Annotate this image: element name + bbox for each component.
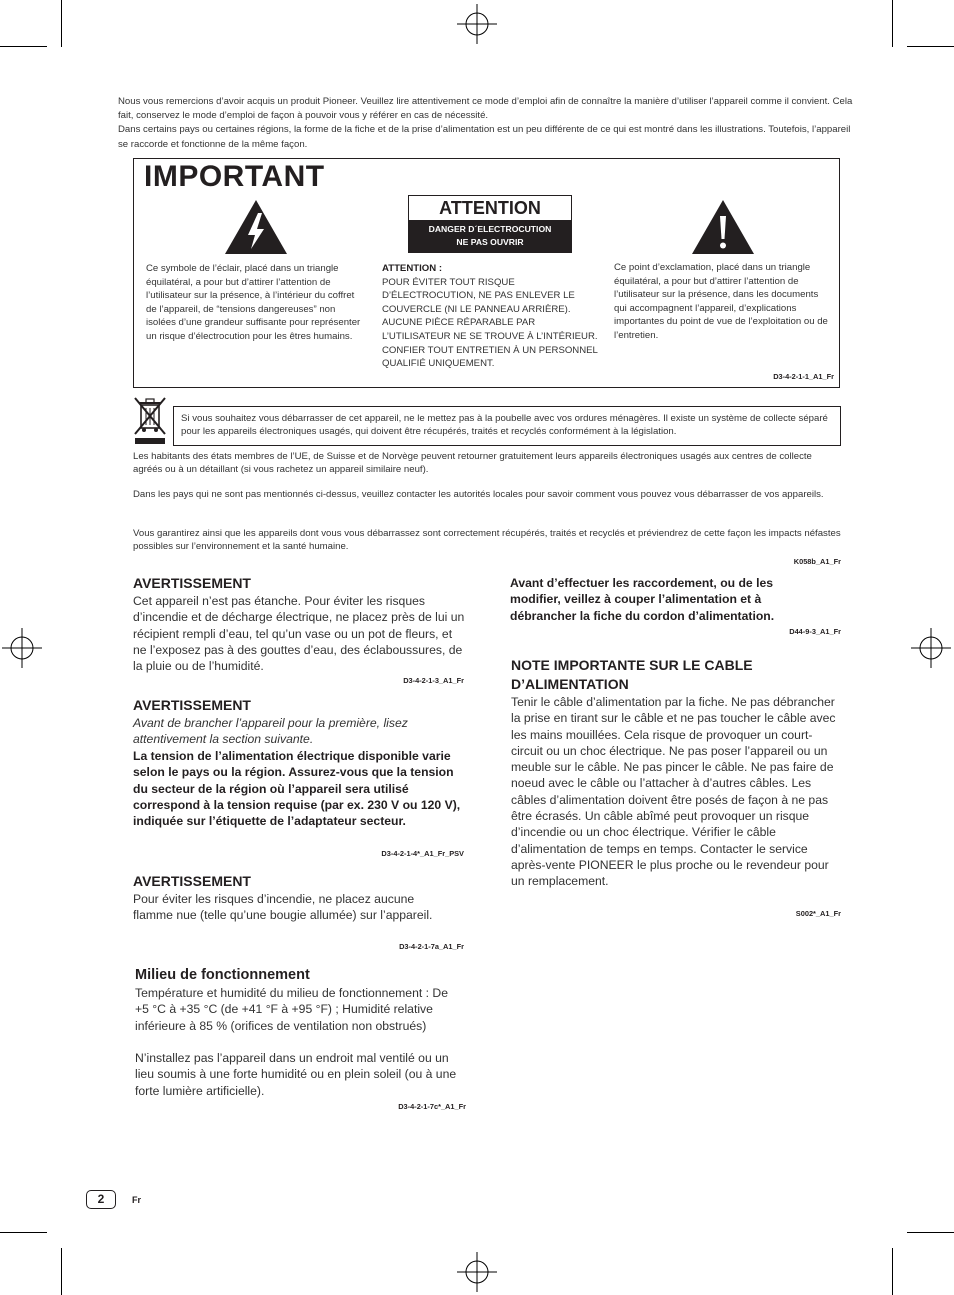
lightning-triangle-icon [224, 199, 288, 255]
reference-code: D3-4-2-1-1_A1_Fr [773, 372, 834, 381]
reference-code: D3-4-2-1-3_A1_Fr [403, 676, 464, 685]
power-cable-heading-line: D’ALIMENTATION [511, 676, 629, 692]
crossed-out-bin-icon [133, 396, 167, 446]
intro-text [118, 95, 854, 152]
weee-notice-box: Si vous souhaitez vous débarrasser de cet appareil, ne le mettez pas à la poubelle avec vos ordures ménagères. Il existe un système de collecte séparé pour les appareils électroniques usagés, qui doivent être récupérés, traités et recyclés conformément à la législation. [173, 406, 841, 446]
registration-mark-icon [457, 4, 497, 44]
warning-heading: AVERTISSEMENT [133, 575, 251, 591]
warning-heading: AVERTISSEMENT [133, 697, 251, 713]
power-cable-text: Tenir le câble d’alimentation par la fiche. Ne pas débrancher la prise en tirant sur le câble et ne pas toucher le câble avec les mains mouillées. Cela risque de provoquer un court-circuit ou un choc électrique. Ne pas poser l’appareil ou un meuble sur le câble. Ne pas pincer le câble. Ne pas faire de noeud avec le câble ou l’attacher à d’autres câbles. Les câbles d’alimentation doivent être posés de façon à ne pas être écrasés. Un câble abîmé peut provoquer un risque d’incendie ou un choc électrique. Vérifier le câble d’alimentation de temps en temps. Contacter le service après-vente PIONEER le plus proche ou le revendeur pour un remplacement. [511, 695, 836, 889]
crop-mark [892, 0, 893, 47]
reference-code: K058b_A1_Fr [793, 557, 841, 566]
registration-mark-icon [457, 1252, 497, 1292]
weee-paragraph: Vous garantirez ainsi que les appareils dont vous vous débarrassez sont correctement récupérés, traités et recyclés et préviendrez de cette façon les impacts néfastes possibles sur l’environnement et la santé humaine. [133, 528, 841, 552]
power-cable-heading [511, 656, 753, 694]
weee-paragraph: Dans les pays qui ne sont pas mentionnés ci-dessus, veuillez contacter les autorités locales pour savoir comment vous pouvez vous débarrasser de vos appareils. [133, 489, 824, 500]
environment-text: N’installez pas l’appareil dans un endroit mal ventilé ou un lieu soumis à une forte humidité ou en plein soleil (ou à une forte lumière artificielle). [135, 1051, 457, 1098]
attention-text: POUR ÉVITER TOUT RISQUE D’ÉLECTROCUTION, NE PAS ENLEVER LE COUVERCLE (NI LE PANNEAU ARRIÈRE). AUCUNE PIÈCE RÉPARABLE PAR L’UTILISATEUR NE SE TROUVE À L’INTÉRIEUR. CONFIER TOUT ENTRETIEN À UN PERSONNEL QUALIFIÉ UNIQUEMENT. [382, 276, 598, 370]
lightning-explanation: Ce symbole de l’éclair, placé dans un triangle équilatéral, a pour but d’attirer l’attention de l’utilisateur sur la présence, à l’intérieur du coffret de l’appareil, de “tensions dangereuses” non isolées d’une grandeur suffisante pour représenter un risque d’électrocution pour les êtres humains. [146, 263, 361, 342]
attention-line-2: NE PAS OUVRIR [456, 236, 524, 247]
important-title: IMPORTANT [144, 160, 325, 193]
reference-code: D3-4-2-1-7a_A1_Fr [399, 942, 464, 951]
reference-code: D3-4-2-1-4*_A1_Fr_PSV [381, 849, 464, 858]
page-number: 2 [86, 1190, 116, 1209]
registration-mark-icon [911, 628, 951, 668]
warning-text: Cet appareil n’est pas étanche. Pour éviter les risques d’incendie et de décharge électrique, ne placez près de lui un récipient rempli d’eau, tel qu’un vase ou un pot de fleurs, et ne l’exposez pas à des gouttes d’eau, des éclaboussures, de la pluie ou de l’humidité. [133, 594, 465, 674]
exclamation-explanation: Ce point d’exclamation, placé dans un triangle équilatéral, a pour but d’attirer l’attention de l’utilisateur sur la présence, dans les documents qui accompagnent l’appareil, d’explications importantes du point de vue de l’exploitation ou de l’entretien. [614, 262, 828, 341]
crop-mark [892, 1248, 893, 1295]
environment-text: Température et humidité du milieu de fonctionnement : De +5 °C à +35 °C (de +41 °F à +95 °F) ; Humidité relative inférieure à 85 % (orifices de ventilation non obstrués) [135, 986, 448, 1033]
attention-line-1: DANGER D´ELECTROCUTION [428, 224, 552, 234]
weee-paragraph: Les habitants des états membres de l’UE, de Suisse et de Norvège peuvent retourner gratuitement leurs appareils électroniques usagés aux centres de collecte agréés ou à un détaillant (si vous rachetez un appareil similaire neuf). [133, 451, 812, 475]
attention-warning-band [409, 220, 571, 252]
attention-label: ATTENTION [439, 198, 541, 218]
crop-mark [0, 46, 47, 47]
exclamation-triangle-icon [691, 199, 755, 255]
crop-mark [0, 1232, 47, 1233]
language-code: Fr [132, 1195, 141, 1205]
environment-heading: Milieu de fonctionnement [135, 967, 310, 983]
connection-warning: Avant d’effectuer les raccordement, ou de les modifier, veillez à couper l’alimentation et à débrancher la fiche du cordon d’alimentation. [510, 576, 775, 623]
reference-code: D44-9-3_A1_Fr [789, 627, 841, 636]
power-cable-heading-line: NOTE IMPORTANTE SUR LE CABLE [511, 657, 753, 673]
crop-mark [61, 1248, 62, 1295]
intro-paragraph: Nous vous remercions d’avoir acquis un produit Pioneer. Veuillez lire attentivement ce mode d’emploi afin de connaître la manière d’utiliser l’appareil comme il convient. Cela fait, conservez le mode d’emploi de façon à pouvoir vous y référer en cas de nécessité. [118, 96, 853, 122]
crop-mark [61, 0, 62, 47]
warning-bold-text: La tension de l’alimentation électrique disponible varie selon le pays ou la région. Assurez-vous que la tension du secteur de la région où l’appareil sera utilisé correspond à la tension requise (par ex. 230 V ou 120 V), indiquée sur l’étiquette de l’adaptateur secteur. [133, 749, 461, 829]
reference-code: D3-4-2-1-7c*_A1_Fr [398, 1102, 466, 1111]
attention-block [382, 262, 600, 371]
reference-code: S002*_A1_Fr [795, 909, 841, 918]
crop-mark [907, 46, 954, 47]
registration-mark-icon [2, 628, 42, 668]
attention-label-box [408, 195, 572, 253]
warning-text: Pour éviter les risques d’incendie, ne placez aucune flamme nue (telle qu’une bougie allumée) sur l’appareil. [133, 892, 433, 923]
crop-mark [907, 1232, 954, 1233]
warning-italic-text: Avant de brancher l’appareil pour la première, lisez attentivement la section suivante. [133, 716, 408, 747]
warning-heading: AVERTISSEMENT [133, 873, 251, 889]
intro-paragraph: Dans certains pays ou certaines régions, la forme de la fiche et de la prise d’alimentation est un peu différente de ce qui est montré dans les illustrations. Toutefois, l’appareil se raccorde et fonctionne de la même façon. [118, 124, 851, 150]
attention-heading: ATTENTION : [382, 263, 443, 274]
